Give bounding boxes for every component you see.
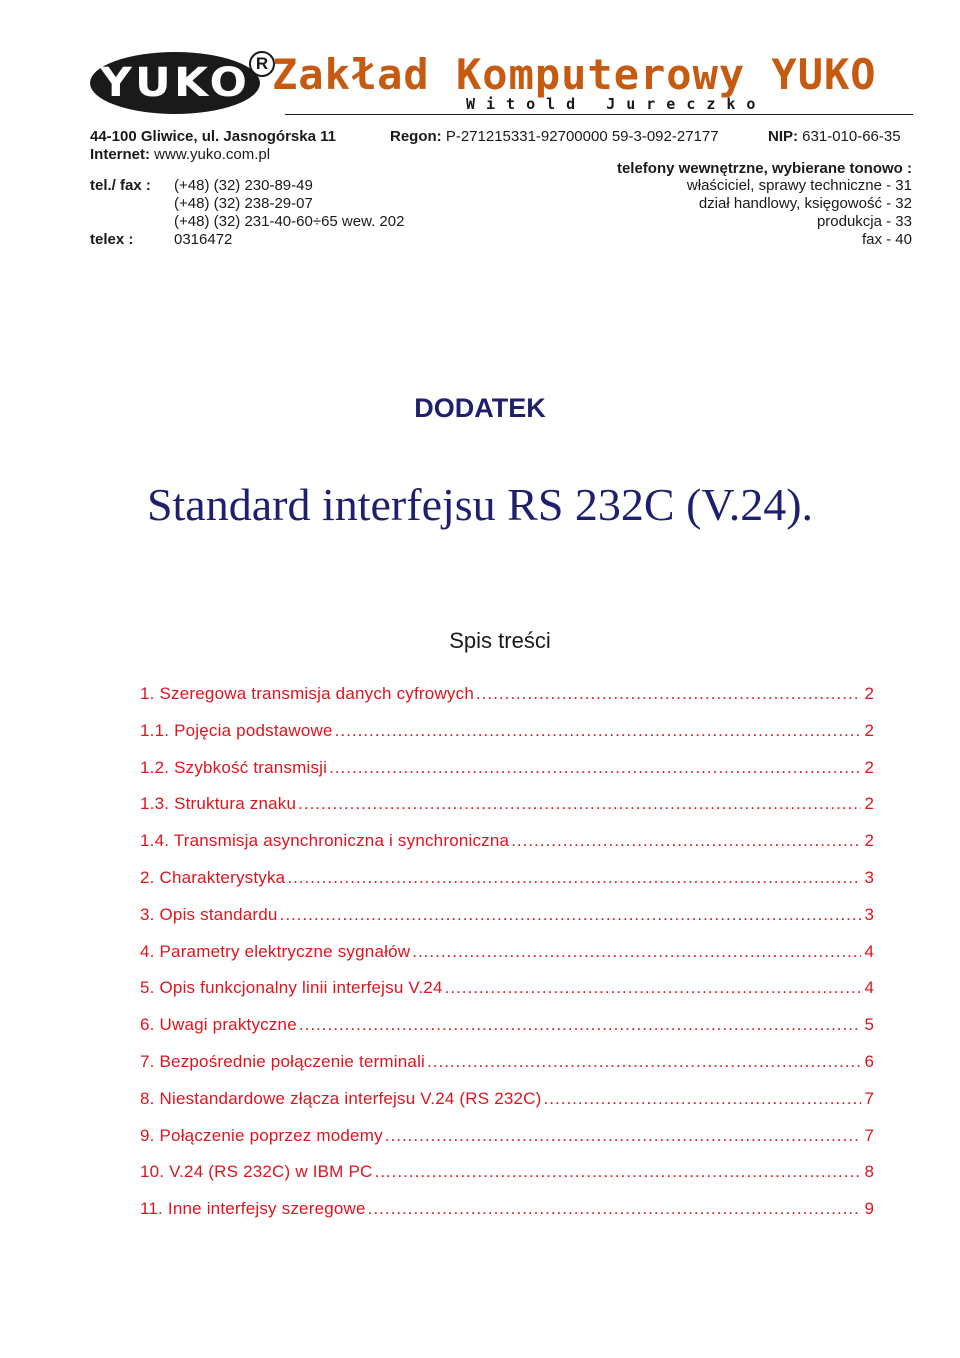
owner-name: Witold Jureczko xyxy=(466,95,767,113)
toc-item[interactable] xyxy=(140,1052,874,1089)
toc-item-page: 6 xyxy=(864,1051,874,1071)
toc-item-page: 2 xyxy=(864,684,874,703)
toc-leader xyxy=(298,794,860,814)
registered-mark: R xyxy=(249,51,275,77)
toc-leader xyxy=(427,1052,861,1072)
phone-3: (+48) (32) 231-40-60÷65 wew. 202 xyxy=(174,213,405,230)
telex-value: 0316472 xyxy=(174,231,233,248)
toc-item-label: 7. Bezpośrednie połączenie terminali xyxy=(140,1051,426,1071)
phone-1: (+48) (32) 230-89-49 xyxy=(174,177,313,194)
toc-item-page: 4 xyxy=(864,941,874,961)
regon xyxy=(390,128,719,145)
toc-item[interactable] xyxy=(140,1126,874,1163)
toc-leader xyxy=(368,1199,861,1219)
toc-item-page: 2 xyxy=(864,720,874,740)
phone-2: (+48) (32) 238-29-07 xyxy=(174,195,313,212)
internet-label: Internet: xyxy=(90,146,150,163)
toc-item-page: 4 xyxy=(864,978,874,998)
toc-item-page: 2 xyxy=(864,757,874,777)
toc-item-label: 1.1. Pojęcia podstawowe xyxy=(140,720,333,740)
toc-item-page: 2 xyxy=(864,794,874,814)
toc-item-label: 1.4. Transmisja asynchroniczna i synchroniczna xyxy=(140,831,510,851)
toc-leader xyxy=(511,831,860,851)
toc-item-page: 8 xyxy=(864,1162,874,1182)
toc-item-label: 3. Opis standardu xyxy=(140,904,278,924)
toc-item-label: 11. Inne interfejsy szeregowe xyxy=(140,1199,366,1219)
toc-leader xyxy=(544,1089,861,1109)
toc-leader xyxy=(329,758,860,778)
toc-item-label: 5. Opis funkcjonalny linii interfejsu V.24 xyxy=(140,978,443,998)
toc-leader xyxy=(445,978,861,998)
table-of-contents xyxy=(140,684,874,1236)
toc-item-page: 3 xyxy=(864,867,874,887)
company-name: Zakład Komputerowy YUKO xyxy=(272,50,877,99)
toc-leader xyxy=(335,721,861,741)
toc-item-label: 6. Uwagi praktyczne xyxy=(140,1015,297,1035)
toc-leader xyxy=(299,1015,861,1035)
extension-fax: fax - 40 xyxy=(861,231,912,248)
toc-item[interactable] xyxy=(140,1015,874,1052)
internet-link[interactable]: www.yuko.com.pl xyxy=(154,146,271,163)
toc-leader xyxy=(476,684,861,704)
toc-item[interactable] xyxy=(140,831,874,868)
toc-item[interactable] xyxy=(140,868,874,905)
toc-item[interactable] xyxy=(140,978,874,1015)
section-heading: DODATEK xyxy=(414,393,546,423)
toc-leader xyxy=(412,942,860,962)
nip-label: NIP: xyxy=(768,128,798,145)
toc-item-page: 9 xyxy=(864,1199,874,1219)
toc-item-label: 9. Połączenie poprzez modemy xyxy=(140,1125,383,1145)
toc-item-page: 7 xyxy=(864,1088,874,1108)
toc-item[interactable] xyxy=(140,1162,874,1199)
extensions-title: telefony wewnętrzne, wybierane tonowo : xyxy=(616,160,912,177)
yuko-logo-text: YUKO xyxy=(99,60,251,106)
toc-item[interactable] xyxy=(140,942,874,979)
toc-leader xyxy=(287,868,860,888)
toc-item[interactable] xyxy=(140,758,874,795)
regon-value: P-271215331-92700000 59-3-092-27177 xyxy=(445,128,719,145)
regon-label: Regon: xyxy=(390,128,442,145)
toc-item-page: 2 xyxy=(864,831,874,851)
toc-item-label: 1. Szeregowa transmisja danych cyfrowych xyxy=(140,684,474,703)
toc-item-page: 7 xyxy=(864,1125,874,1145)
extension-owner: właściciel, sprawy techniczne - 31 xyxy=(686,177,912,194)
toc-item-label: 4. Parametry elektryczne sygnałów xyxy=(140,941,411,961)
toc-item-page: 5 xyxy=(864,1015,874,1035)
header-divider xyxy=(285,114,913,115)
toc-heading: Spis treści xyxy=(449,628,551,653)
toc-item-label: 8. Niestandardowe złącza interfejsu V.24 (RS 232C) xyxy=(140,1088,542,1108)
extension-production: produkcja - 33 xyxy=(816,213,912,230)
toc-leader xyxy=(374,1162,860,1182)
telex-label: telex : xyxy=(90,231,134,248)
toc-item-label: 1.3. Struktura znaku xyxy=(140,794,297,814)
internet xyxy=(90,146,270,163)
toc-item[interactable] xyxy=(140,684,874,721)
toc-item[interactable] xyxy=(140,1199,874,1236)
nip-value: 631-010-66-35 xyxy=(802,128,901,145)
extension-sales: dział handlowy, księgowość - 32 xyxy=(698,195,912,212)
toc-item[interactable] xyxy=(140,1089,874,1126)
toc-item[interactable] xyxy=(140,721,874,758)
toc-leader xyxy=(280,905,861,925)
toc-item-label: 10. V.24 (RS 232C) w IBM PC xyxy=(140,1162,373,1182)
toc-leader xyxy=(385,1126,861,1146)
toc-item-label: 2. Charakterystyka xyxy=(140,867,286,887)
telfax-label: tel./ fax : xyxy=(90,177,151,194)
toc-item[interactable] xyxy=(140,794,874,831)
address: 44-100 Gliwice, ul. Jasnogórska 11 xyxy=(90,128,336,145)
toc-item-page: 3 xyxy=(864,904,874,924)
toc-item-label: 1.2. Szybkość transmisji xyxy=(140,757,328,777)
toc-item[interactable] xyxy=(140,905,874,942)
nip xyxy=(768,128,901,145)
document-title: Standard interfejsu RS 232C (V.24). xyxy=(146,479,814,530)
